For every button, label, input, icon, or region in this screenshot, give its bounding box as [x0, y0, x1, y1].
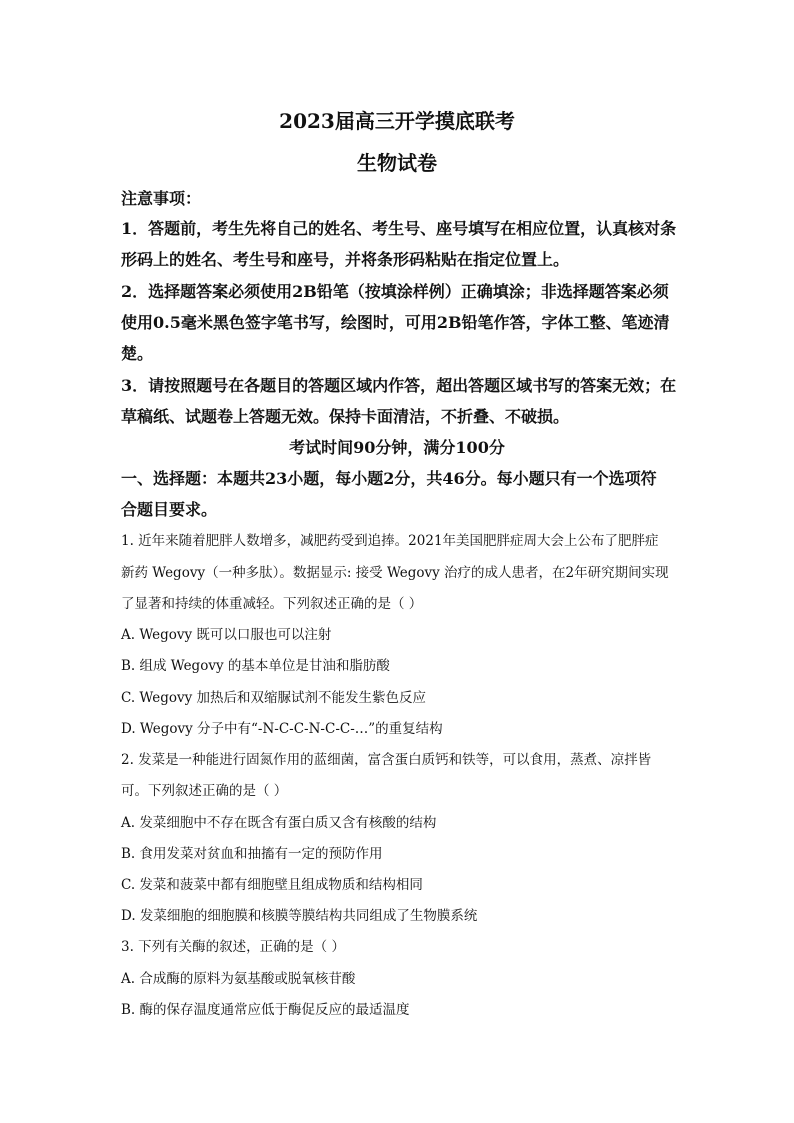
exam-info: 考试时间90分钟，满分100分: [289, 438, 505, 457]
notice-line: 草稿纸、试题卷上答题无效。保持卡面清洁，不折叠、不破损。: [121, 407, 570, 426]
option-line: D. 发菜细胞的细胞膜和核膜等膜结构共同组成了生物膜系统: [121, 908, 478, 924]
question-line: 1. 近年来随着肥胖人数增多，减肥药受到追捧。2021年美国肥胖症周大会上公布了肥胖症: [121, 533, 659, 549]
option-line: D. Wegovy 分子中有“-N-C-C-N-C-C-…”的重复结构: [121, 721, 443, 737]
option-line: B. 食用发菜对贫血和抽搐有一定的预防作用: [121, 846, 383, 862]
question-line: 3. 下列有关酶的叙述，正确的是（ ）: [121, 939, 345, 955]
section-heading: 一、选择题：本题共23小题，每小题2分，共46分。每小题只有一个选项符: [121, 469, 657, 488]
notice-line: 3．请按照题号在各题目的答题区域内作答，超出答题区域书写的答案无效；在: [121, 376, 677, 395]
notice-line: 楚。: [121, 344, 154, 363]
option-line: A. Wegovy 既可以口服也可以注射: [121, 627, 332, 643]
option-line: C. 发菜和菠菜中都有细胞壁且组成物质和结构相同: [121, 877, 423, 893]
option-line: C. Wegovy 加热后和双缩脲试剂不能发生紫色反应: [121, 690, 427, 706]
option-line: B. 组成 Wegovy 的基本单位是甘油和脂肪酸: [121, 658, 390, 674]
option-line: A. 发菜细胞中不存在既含有蛋白质又含有核酸的结构: [121, 815, 437, 831]
notice-line: 形码上的姓名、考生号和座号，并将条形码粘贴在指定位置上。: [121, 250, 570, 269]
option-line: B. 酶的保存温度通常应低于酶促反应的最适温度: [121, 1002, 410, 1018]
notice-line: 2．选择题答案必须使用2B铅笔（按填涂样例）正确填涂；非选择题答案必须: [121, 282, 669, 301]
section-heading: 合题目要求。: [121, 500, 218, 519]
notice-line: 1．答题前，考生先将自己的姓名、考生号、座号填写在相应位置，认真核对条: [121, 219, 677, 238]
question-line: 了显著和持续的体重减轻。下列叙述正确的是（ ）: [121, 596, 423, 612]
notice-heading: 注意事项：: [121, 189, 202, 208]
question-line: 可。下列叙述正确的是（ ）: [121, 783, 288, 799]
exam-subtitle: 生物试卷: [357, 151, 437, 175]
exam-title: 2023届高三开学摸底联考: [279, 109, 515, 133]
option-line: A. 合成酶的原料为氨基酸或脱氧核苷酸: [121, 971, 356, 987]
question-line: 新药 Wegovy（一种多肽）。数据显示: 接受 Wegovy 治疗的成人患者，在2年研究期间实现: [121, 565, 669, 581]
question-line: 2. 发菜是一种能进行固氮作用的蓝细菌，富含蛋白质钙和铁等，可以食用，蒸煮、凉拌皆: [121, 752, 652, 768]
notice-line: 使用0.5毫米黑色签字笔书写，绘图时，可用2B铅笔作答，字体工整、笔迹清: [121, 313, 670, 332]
